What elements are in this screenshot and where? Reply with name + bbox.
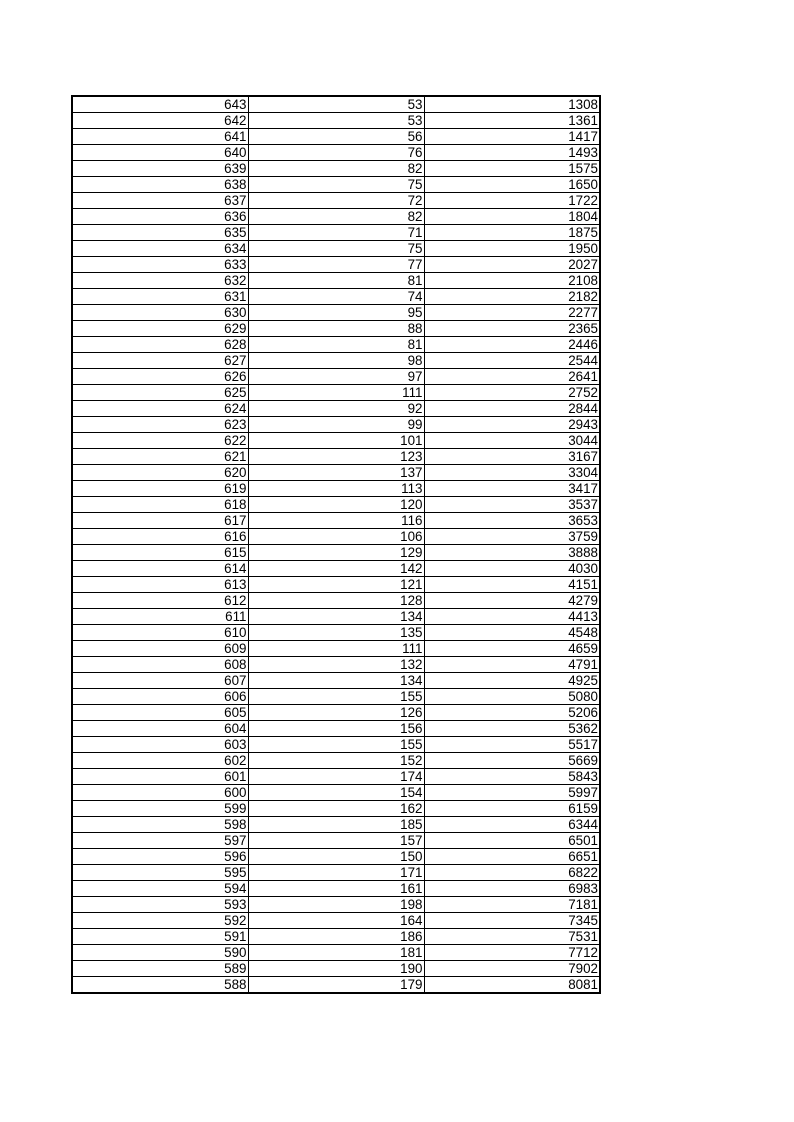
table-row [72,753,600,769]
count-cell: 111 [248,385,424,401]
table-row [72,609,600,625]
cumulative-cell: 5362 [424,721,600,737]
count-cell: 75 [248,177,424,193]
table-row [72,113,600,129]
count-cell: 181 [248,945,424,961]
table-row [72,945,600,961]
count-cell: 81 [248,273,424,289]
score-cell: 642 [72,113,248,129]
score-cell: 608 [72,657,248,673]
cumulative-cell: 4925 [424,673,600,689]
score-cell: 617 [72,513,248,529]
cumulative-cell: 1417 [424,129,600,145]
cumulative-cell: 7902 [424,961,600,977]
table-row [72,193,600,209]
count-cell: 162 [248,801,424,817]
score-cell: 624 [72,401,248,417]
count-cell: 77 [248,257,424,273]
score-cell: 633 [72,257,248,273]
count-cell: 82 [248,161,424,177]
score-cell: 639 [72,161,248,177]
cumulative-cell: 4791 [424,657,600,673]
table-row [72,289,600,305]
table-row [72,657,600,673]
table-row [72,881,600,897]
table-row [72,177,600,193]
score-cell: 589 [72,961,248,977]
score-distribution-table [71,95,601,994]
table-row [72,129,600,145]
score-cell: 620 [72,465,248,481]
table-row [72,977,600,994]
score-cell: 618 [72,497,248,513]
table-row [72,545,600,561]
table-body [72,96,600,993]
cumulative-cell: 2027 [424,257,600,273]
cumulative-cell: 4030 [424,561,600,577]
score-cell: 591 [72,929,248,945]
cumulative-cell: 3167 [424,449,600,465]
table-row [72,593,600,609]
score-cell: 636 [72,209,248,225]
count-cell: 179 [248,977,424,994]
table-row [72,721,600,737]
count-cell: 186 [248,929,424,945]
count-cell: 157 [248,833,424,849]
cumulative-cell: 1875 [424,225,600,241]
count-cell: 116 [248,513,424,529]
count-cell: 164 [248,913,424,929]
count-cell: 121 [248,577,424,593]
cumulative-cell: 4659 [424,641,600,657]
cumulative-cell: 3304 [424,465,600,481]
count-cell: 101 [248,433,424,449]
count-cell: 99 [248,417,424,433]
cumulative-cell: 2182 [424,289,600,305]
table-row [72,257,600,273]
cumulative-cell: 2943 [424,417,600,433]
table-row [72,209,600,225]
table-row [72,417,600,433]
cumulative-cell: 7181 [424,897,600,913]
table-row [72,401,600,417]
score-cell: 625 [72,385,248,401]
score-cell: 598 [72,817,248,833]
cumulative-cell: 4279 [424,593,600,609]
score-cell: 638 [72,177,248,193]
cumulative-cell: 4151 [424,577,600,593]
count-cell: 132 [248,657,424,673]
cumulative-cell: 1361 [424,113,600,129]
score-cell: 603 [72,737,248,753]
table-row [72,513,600,529]
count-cell: 56 [248,129,424,145]
count-cell: 198 [248,897,424,913]
score-cell: 626 [72,369,248,385]
cumulative-cell: 5669 [424,753,600,769]
score-cell: 595 [72,865,248,881]
cumulative-cell: 1575 [424,161,600,177]
score-cell: 601 [72,769,248,785]
count-cell: 106 [248,529,424,545]
score-cell: 630 [72,305,248,321]
cumulative-cell: 7345 [424,913,600,929]
count-cell: 120 [248,497,424,513]
score-cell: 614 [72,561,248,577]
cumulative-cell: 6501 [424,833,600,849]
cumulative-cell: 5843 [424,769,600,785]
score-cell: 599 [72,801,248,817]
table-row [72,849,600,865]
cumulative-cell: 3888 [424,545,600,561]
count-cell: 134 [248,673,424,689]
table-row [72,497,600,513]
table-row [72,913,600,929]
cumulative-cell: 1308 [424,96,600,113]
count-cell: 75 [248,241,424,257]
cumulative-cell: 7712 [424,945,600,961]
cumulative-cell: 4548 [424,625,600,641]
cumulative-cell: 5080 [424,689,600,705]
count-cell: 142 [248,561,424,577]
table-row [72,705,600,721]
table-row [72,865,600,881]
count-cell: 81 [248,337,424,353]
count-cell: 150 [248,849,424,865]
count-cell: 95 [248,305,424,321]
table-row [72,449,600,465]
table-row [72,161,600,177]
cumulative-cell: 2108 [424,273,600,289]
cumulative-cell: 6822 [424,865,600,881]
score-cell: 592 [72,913,248,929]
table-row [72,817,600,833]
table-row [72,561,600,577]
count-cell: 92 [248,401,424,417]
score-cell: 619 [72,481,248,497]
score-cell: 641 [72,129,248,145]
score-cell: 612 [72,593,248,609]
table-row [72,353,600,369]
count-cell: 98 [248,353,424,369]
cumulative-cell: 1650 [424,177,600,193]
cumulative-cell: 7531 [424,929,600,945]
count-cell: 155 [248,737,424,753]
count-cell: 72 [248,193,424,209]
cumulative-cell: 2844 [424,401,600,417]
count-cell: 185 [248,817,424,833]
score-cell: 643 [72,96,248,113]
table-row [72,225,600,241]
table-row [72,673,600,689]
cumulative-cell: 2544 [424,353,600,369]
count-cell: 88 [248,321,424,337]
table-row [72,689,600,705]
count-cell: 134 [248,609,424,625]
count-cell: 53 [248,113,424,129]
score-cell: 637 [72,193,248,209]
table-row [72,481,600,497]
cumulative-cell: 2752 [424,385,600,401]
table-row [72,433,600,449]
count-cell: 135 [248,625,424,641]
score-cell: 622 [72,433,248,449]
count-cell: 53 [248,96,424,113]
count-cell: 71 [248,225,424,241]
cumulative-cell: 5517 [424,737,600,753]
count-cell: 161 [248,881,424,897]
table-row [72,369,600,385]
score-cell: 634 [72,241,248,257]
score-cell: 611 [72,609,248,625]
count-cell: 128 [248,593,424,609]
score-cell: 605 [72,705,248,721]
count-cell: 137 [248,465,424,481]
score-cell: 623 [72,417,248,433]
table-row [72,785,600,801]
cumulative-cell: 8081 [424,977,600,994]
cumulative-cell: 3759 [424,529,600,545]
cumulative-cell: 6344 [424,817,600,833]
cumulative-cell: 5206 [424,705,600,721]
cumulative-cell: 3653 [424,513,600,529]
table-row [72,321,600,337]
count-cell: 152 [248,753,424,769]
cumulative-cell: 1493 [424,145,600,161]
score-cell: 594 [72,881,248,897]
cumulative-cell: 3044 [424,433,600,449]
score-cell: 615 [72,545,248,561]
count-cell: 129 [248,545,424,561]
score-cell: 588 [72,977,248,994]
score-cell: 607 [72,673,248,689]
cumulative-cell: 2446 [424,337,600,353]
score-cell: 606 [72,689,248,705]
cumulative-cell: 1950 [424,241,600,257]
score-cell: 629 [72,321,248,337]
score-cell: 632 [72,273,248,289]
table-row [72,625,600,641]
table-row [72,897,600,913]
table-row [72,833,600,849]
count-cell: 171 [248,865,424,881]
score-cell: 597 [72,833,248,849]
count-cell: 82 [248,209,424,225]
count-cell: 113 [248,481,424,497]
cumulative-cell: 2641 [424,369,600,385]
table-row [72,577,600,593]
cumulative-cell: 2365 [424,321,600,337]
table-row [72,305,600,321]
cumulative-cell: 6983 [424,881,600,897]
score-cell: 590 [72,945,248,961]
score-cell: 593 [72,897,248,913]
score-cell: 610 [72,625,248,641]
count-cell: 190 [248,961,424,977]
cumulative-cell: 1804 [424,209,600,225]
count-cell: 123 [248,449,424,465]
cumulative-cell: 6159 [424,801,600,817]
cumulative-cell: 6651 [424,849,600,865]
score-cell: 616 [72,529,248,545]
score-cell: 635 [72,225,248,241]
score-cell: 596 [72,849,248,865]
count-cell: 156 [248,721,424,737]
table-row [72,273,600,289]
table-row [72,737,600,753]
count-cell: 126 [248,705,424,721]
score-cell: 631 [72,289,248,305]
cumulative-cell: 3537 [424,497,600,513]
table-row [72,529,600,545]
score-cell: 609 [72,641,248,657]
score-cell: 613 [72,577,248,593]
table-row [72,801,600,817]
cumulative-cell: 4413 [424,609,600,625]
cumulative-cell: 2277 [424,305,600,321]
cumulative-cell: 5997 [424,785,600,801]
count-cell: 154 [248,785,424,801]
count-cell: 97 [248,369,424,385]
cumulative-cell: 3417 [424,481,600,497]
table-row [72,337,600,353]
table-row [72,961,600,977]
table-row [72,929,600,945]
score-cell: 604 [72,721,248,737]
cumulative-cell: 1722 [424,193,600,209]
score-cell: 640 [72,145,248,161]
count-cell: 155 [248,689,424,705]
count-cell: 111 [248,641,424,657]
table-row [72,465,600,481]
table-row [72,385,600,401]
count-cell: 76 [248,145,424,161]
table-row [72,96,600,113]
score-cell: 600 [72,785,248,801]
table-row [72,641,600,657]
table-row [72,241,600,257]
score-cell: 621 [72,449,248,465]
table-row [72,769,600,785]
count-cell: 174 [248,769,424,785]
score-cell: 602 [72,753,248,769]
score-cell: 627 [72,353,248,369]
count-cell: 74 [248,289,424,305]
table-row [72,145,600,161]
score-cell: 628 [72,337,248,353]
